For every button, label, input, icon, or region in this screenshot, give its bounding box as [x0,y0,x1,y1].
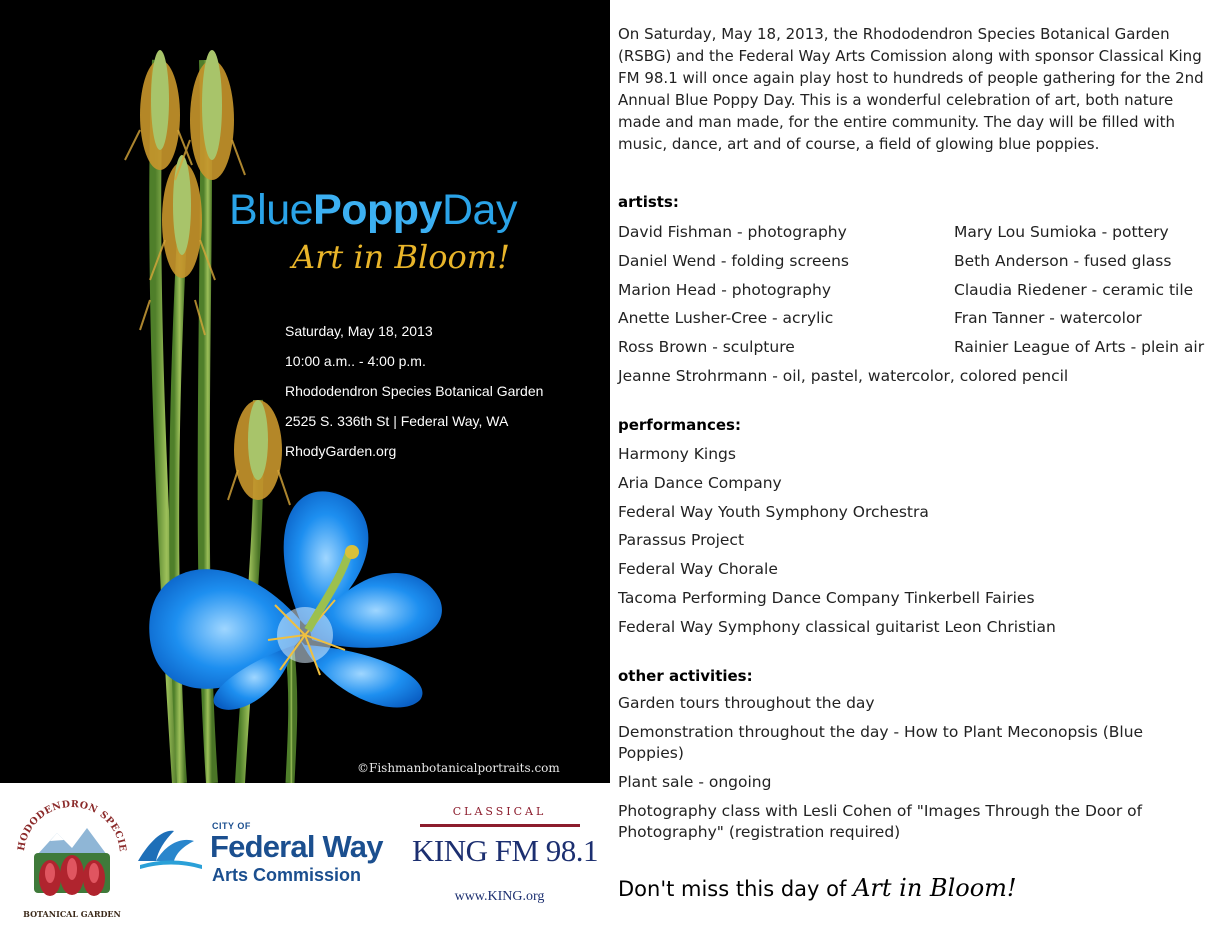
event-time: 10:00 a.m.. - 4:00 p.m. [285,353,426,369]
king-divider [420,824,580,827]
fw-city-label: CITY OF [212,821,251,831]
title-blue: Blue [229,186,314,234]
list-item: Beth Anderson - fused glass [954,251,1172,270]
list-item: Federal Way Symphony classical guitarist Leon Christian [618,617,1056,636]
performances-heading: performances: [618,416,741,434]
event-info [285,322,543,472]
performances-list [618,440,1056,642]
king-url: www.KING.org [454,889,545,904]
list-item: Demonstration throughout the day - How to Plant Meconopsis (Blue Poppies) [618,723,1144,762]
activities-list [618,691,1208,849]
list-item: Claudia Riedener - ceramic tile [954,280,1194,299]
list-item: Anette Lusher-Cree - acrylic [618,309,834,328]
rsbg-arc-text: HODODENDRON SPECIE [16,798,129,853]
king-classical-label: CLASSICAL [452,805,547,818]
fw-name: Federal Way [210,829,383,864]
list-item: Marion Head - photography [618,280,832,299]
federal-way-logo [136,813,396,893]
svg-text:RHODODENDRON SPECIES [12,793,128,853]
title-poppy: Poppy [313,186,442,234]
king-station-name: KING FM 98.1 [412,833,599,868]
closing-emphasis: Art in Bloom! [853,874,1017,902]
list-item: Garden tours throughout the day [618,694,875,712]
list-item: Daniel Wend - folding screens [618,251,849,270]
artists-list-col2 [954,218,1204,362]
event-address: 2525 S. 336th St | Federal Way, WA [285,413,509,429]
poster [0,0,610,783]
list-item: Mary Lou Sumioka - pottery [954,223,1169,241]
rsbg-logo [12,793,132,923]
list-item: Ross Brown - sculpture [618,338,795,357]
wave-icon [136,819,206,879]
list-item: Rainier League of Arts - plein air [954,338,1205,357]
activities-heading: other activities: [618,667,753,685]
list-item: Fran Tanner - watercolor [954,309,1142,328]
photo-credit: ©Fishmanbotanicalportraits.com [357,761,560,775]
list-item: Tacoma Performing Dance Company Tinkerbell Fairies [618,588,1035,607]
event-website: RhodyGarden.org [285,443,397,459]
fw-arts-commission: Arts Commission [212,865,362,885]
intro-paragraph: On Saturday, May 18, 2013, the Rhododendron Species Botanical Garden (RSBG) and the Federal Way Arts Comission along with sponsor Classical King FM 98.1 will once again play host to hundreds of people gathering for the 2nd Annual Blue Poppy Day. This is a wonderful celebration of art, both nature made and man made, for the entire community. The day will be filled with music, dance, art and of course, a field of glowing blue poppies. [618,25,1204,153]
king-fm-logo [412,803,599,923]
list-item: Aria Dance Company [618,473,782,492]
event-date: Saturday, May 18, 2013 [285,323,433,339]
rsbg-emblem [12,793,132,923]
closing-line [618,874,1017,902]
list-item: Plant sale - ongoing [618,773,772,791]
event-description [618,23,1218,841]
rsbg-bottom-text: BOTANICAL GARDEN [23,909,121,919]
artists-heading: artists: [618,193,679,211]
list-item: David Fishman - photography [618,223,847,241]
closing-text: Don't miss this day of [618,877,847,901]
list-item: Federal Way Youth Symphony Orchestra [618,502,929,521]
list-item: Harmony Kings [618,445,736,463]
list-item: Parassus Project [618,531,745,550]
list-item: Federal Way Chorale [618,560,778,579]
list-item: Photography class with Lesli Cohen of "Images Through the Door of Photography" (registration required) [618,802,1143,841]
poster-title [229,186,517,235]
title-day: Day [441,186,517,234]
poster-subtitle: Art in Bloom! [292,238,510,276]
sponsor-logos [0,783,610,929]
list-item: Jeanne Strohrmann - oil, pastel, watercolor, colored pencil [618,366,1069,385]
event-venue: Rhododendron Species Botanical Garden [285,383,544,399]
